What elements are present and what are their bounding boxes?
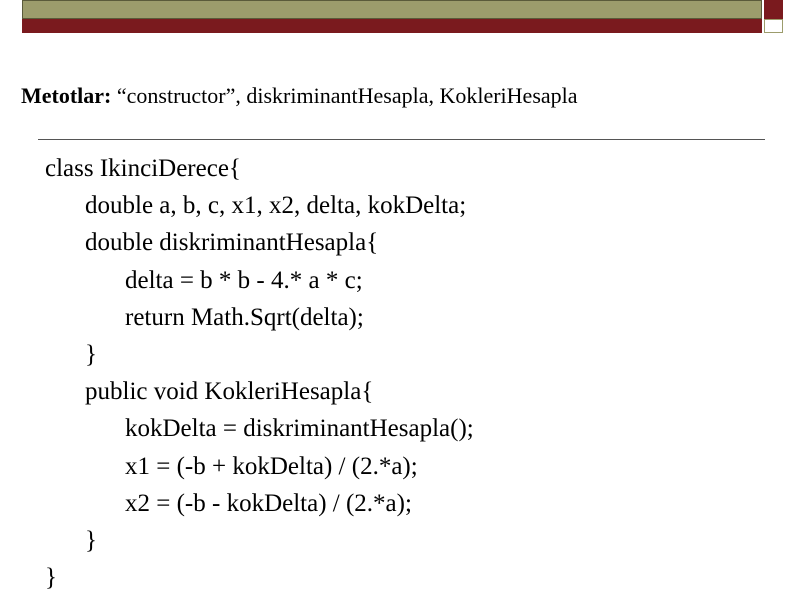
code-line: x1 = (-b + kokDelta) / (2.*a); [125,452,418,480]
divider-line [38,139,765,140]
code-line: x2 = (-b - kokDelta) / (2.*a); [125,489,412,517]
code-line: class IkinciDerece{ [45,155,241,182]
code-line: double a, b, c, x1, x2, delta, kokDelta; [85,192,467,220]
code-line: } [45,564,57,592]
code-line: return Math.Sqrt(delta); [125,303,364,331]
header-corner-square-outline [764,19,783,33]
code-block [45,150,474,596]
methods-subtitle [21,82,578,110]
methods-label: Metotlar: [21,83,112,108]
header-corner-square-maroon [764,0,783,19]
code-line: } [85,340,97,368]
code-line: kokDelta = diskriminantHesapla(); [125,415,474,443]
code-line: delta = b * b - 4.* a * c; [125,266,363,294]
methods-list: “constructor”, diskriminantHesapla, KokleriHesapla [111,83,578,108]
header-band-maroon [22,19,762,33]
header-band-olive [22,0,762,19]
code-line: public void KokleriHesapla{ [85,378,374,406]
code-line: double diskriminantHesapla{ [85,229,379,257]
code-line: } [85,526,97,554]
